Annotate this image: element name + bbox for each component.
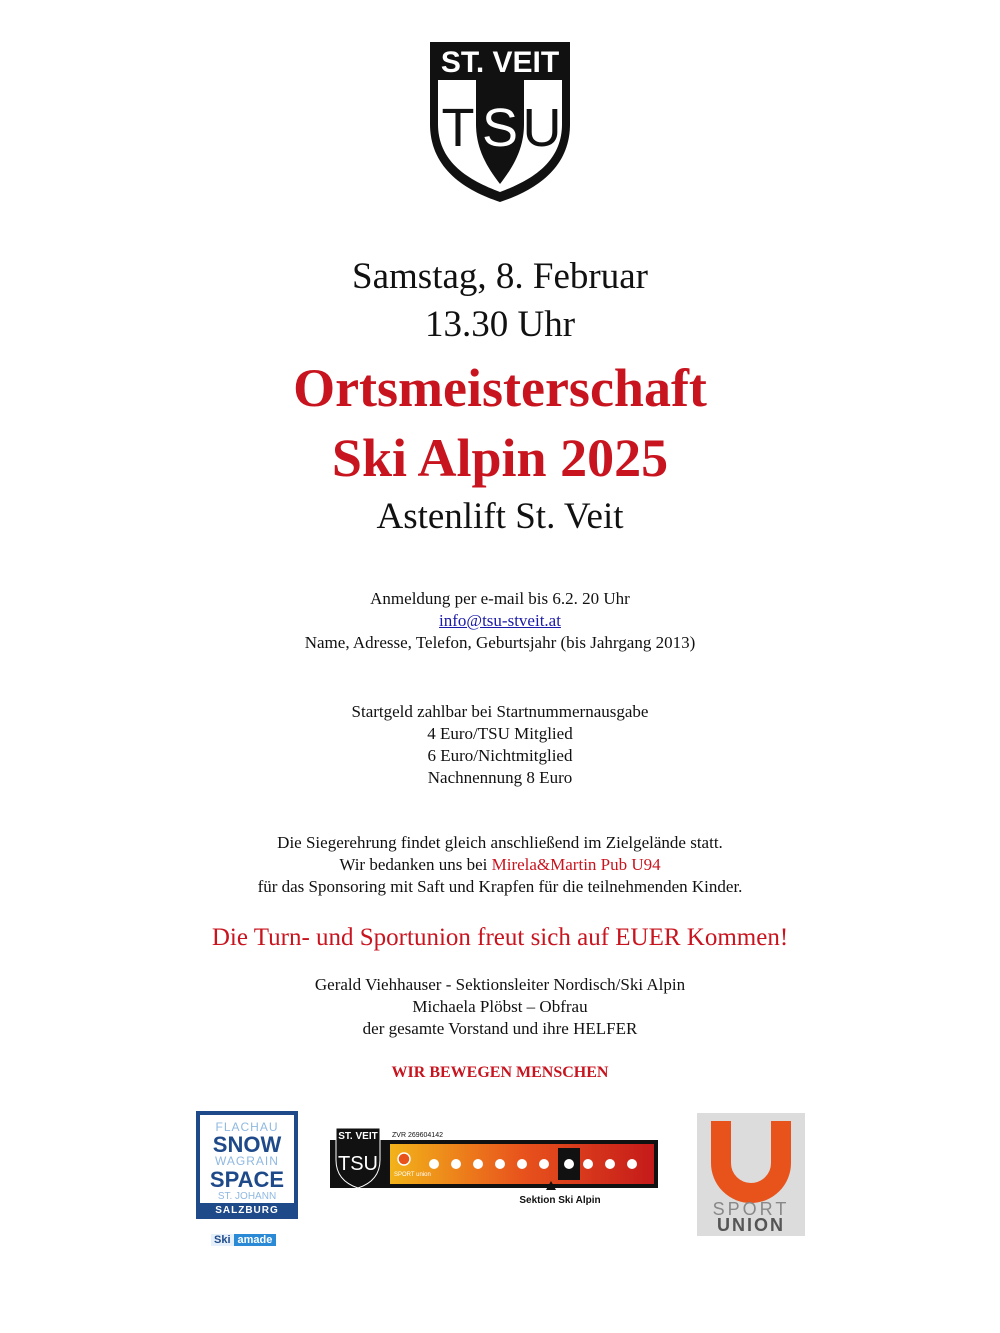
signature-board: der gesamte Vorstand und ihre HELFER bbox=[362, 1019, 638, 1038]
registration-deadline: Anmeldung per e-mail bis 6.2. 20 Uhr bbox=[370, 589, 630, 608]
crest-st-veit: ST. VEIT bbox=[440, 46, 560, 79]
svg-text:WAGRAIN: WAGRAIN bbox=[215, 1154, 279, 1168]
signatures bbox=[0, 974, 1000, 1040]
event-date: Samstag, 8. Februar bbox=[352, 256, 648, 297]
sportunion-logo bbox=[697, 1113, 805, 1236]
sektion-ski-alpin-banner bbox=[330, 1126, 660, 1190]
ceremony-info bbox=[0, 832, 1000, 898]
svg-text:ST. JOHANN: ST. JOHANN bbox=[217, 1191, 277, 1202]
svg-text:SALZBURG: SALZBURG bbox=[215, 1205, 279, 1215]
tsu-crest-logo bbox=[424, 38, 576, 204]
sponsor-thanks: Wir bedanken uns bei Mirela&Martin Pub U94 bbox=[339, 855, 661, 874]
svg-text:SNOW: SNOW bbox=[212, 1132, 282, 1157]
event-title-line1: Ortsmeisterschaft bbox=[293, 358, 707, 418]
event-time: 13.30 Uhr bbox=[424, 304, 576, 345]
svg-text:FLACHAU: FLACHAU bbox=[215, 1120, 279, 1134]
banner-pointer-arrow bbox=[546, 1181, 556, 1190]
snow-space-logo bbox=[196, 1111, 298, 1219]
sponsor-name: Mirela&Martin Pub U94 bbox=[491, 855, 661, 874]
signature-chairwoman: Michaela Plöbst – Obfrau bbox=[412, 997, 588, 1016]
crest-letter-u: U bbox=[522, 98, 562, 158]
fee-late-entry: Nachnennung 8 Euro bbox=[427, 768, 573, 787]
fees-heading: Startgeld zahlbar bei Startnummernausgabe bbox=[351, 702, 649, 721]
svg-text:SPACE: SPACE bbox=[209, 1167, 285, 1192]
fees-info bbox=[0, 701, 1000, 789]
sektion-ski-alpin-label: Sektion Ski Alpin bbox=[519, 1195, 601, 1206]
svg-text:SPORT union: SPORT union bbox=[394, 1172, 431, 1178]
svg-text:UNION: UNION bbox=[717, 1215, 785, 1235]
signature-section-leader: Gerald Viehhauser - Sektionsleiter Nordisch/Ski Alpin bbox=[314, 975, 686, 994]
crest-letter-t: T bbox=[441, 98, 475, 158]
fee-non-member: 6 Euro/Nichtmitglied bbox=[427, 746, 573, 765]
sponsoring-text: für das Sponsoring mit Saft und Krapfen für die teilnehmenden Kinder. bbox=[257, 877, 743, 896]
ski-amade-logo: Ski amade bbox=[211, 1232, 284, 1249]
fee-member: 4 Euro/TSU Mitglied bbox=[427, 724, 573, 743]
registration-info bbox=[0, 588, 1000, 654]
crest-letter-s: S bbox=[481, 98, 519, 158]
svg-text:ZVR 269604142: ZVR 269604142 bbox=[392, 1132, 443, 1139]
svg-text:SPORT: SPORT bbox=[712, 1199, 790, 1219]
event-venue: Astenlift St. Veit bbox=[376, 496, 624, 537]
registration-required-fields: Name, Adresse, Telefon, Geburtsjahr (bis Jahrgang 2013) bbox=[304, 633, 696, 652]
registration-email-link[interactable]: info@tsu-stveit.at bbox=[439, 611, 561, 630]
slogan: WIR BEWEGEN MENSCHEN bbox=[391, 1064, 609, 1081]
ceremony-text: Die Siegerehrung findet gleich anschließend im Zielgelände statt. bbox=[277, 833, 723, 852]
svg-text:TSU: TSU bbox=[338, 1153, 378, 1175]
event-title-line2: Ski Alpin 2025 bbox=[331, 428, 669, 488]
svg-text:ST. VEIT: ST. VEIT bbox=[338, 1131, 378, 1142]
motto: Die Turn- und Sportunion freut sich auf EUER Kommen! bbox=[211, 924, 789, 951]
